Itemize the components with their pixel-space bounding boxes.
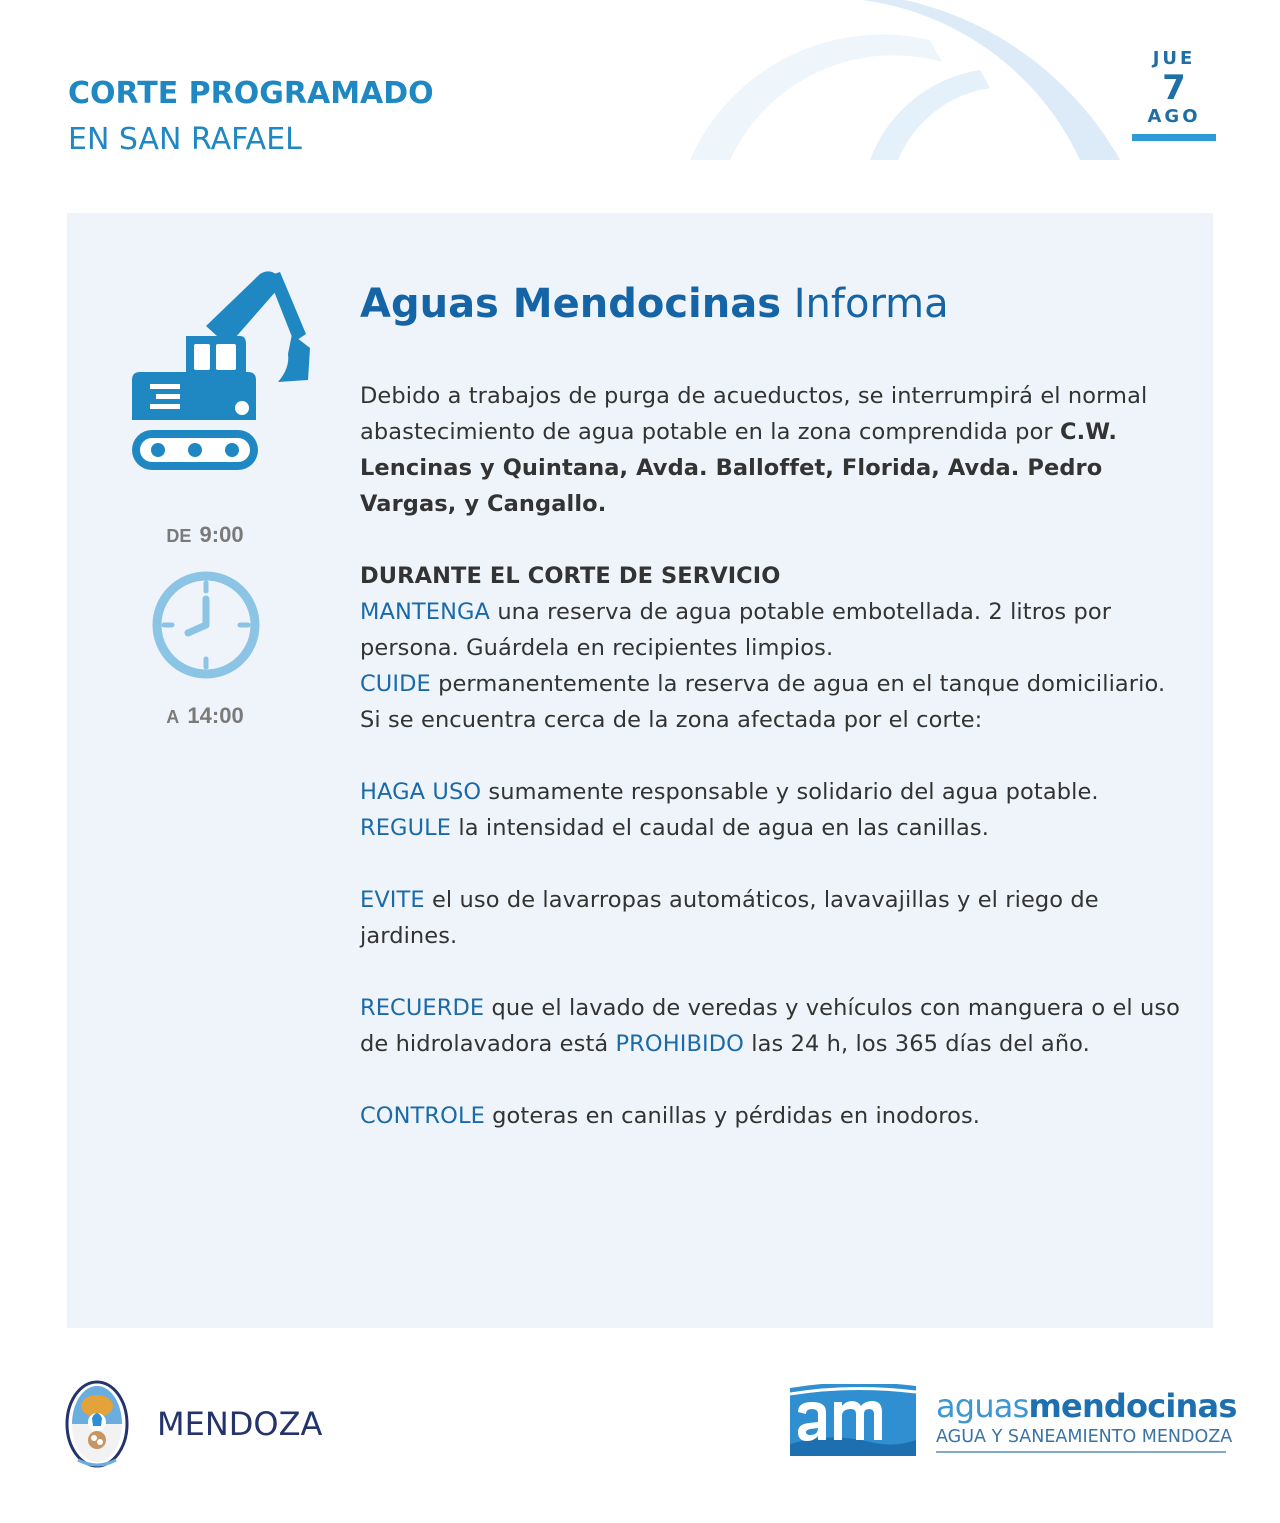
- end-time-prefix: A: [166, 707, 180, 727]
- start-time: [150, 522, 260, 548]
- advice-text: la intensidad el caudal de agua en las canillas.: [451, 815, 989, 841]
- date-badge: [1132, 48, 1216, 141]
- brand-block: [936, 1386, 1237, 1453]
- advice-text: que el lavado de veredas y vehículos con manguera o el uso de hidrolavadora está: [360, 995, 1181, 1057]
- title-line-2: EN SAN RAFAEL: [68, 122, 302, 157]
- date-underline: [1132, 134, 1216, 141]
- title-line-1: CORTE PROGRAMADO: [68, 76, 434, 111]
- advice-item: [360, 594, 1190, 666]
- notice-heading: [360, 280, 1190, 328]
- date-weekday: JUE: [1152, 48, 1196, 69]
- end-time: [150, 703, 260, 729]
- advice-item: [360, 882, 1190, 954]
- advice-text: el uso de lavarropas automáticos, lavavajillas y el riego de jardines.: [360, 887, 1099, 949]
- advice-item: [360, 1098, 1190, 1134]
- advice-keyword: MANTENGA: [360, 599, 491, 625]
- advice-text: goteras en canillas y pérdidas en inodoros.: [484, 1103, 981, 1129]
- notice-heading-bold: Aguas Mendocinas: [360, 281, 782, 327]
- brand-name: [936, 1386, 1237, 1426]
- affected-zone: C.W. Lencinas y Quintana, Avda. Balloffet, Florida, Avda. Pedro Vargas, y Cangallo.: [360, 419, 1118, 517]
- intro-text: Debido a trabajos de purga de acueductos, se interrumpirá el normal abastecimiento de agua potable en la zona comprendida por: [360, 383, 1148, 445]
- excavator-icon: [128, 268, 314, 472]
- advice-text: una reserva de agua potable embotellada. 2 litros por persona. Guárdela en recipientes limpios.: [360, 599, 1112, 661]
- notice-heading-rest: Informa: [793, 281, 949, 327]
- clock-icon: [150, 569, 262, 681]
- brand-tagline: AGUA Y SANEAMIENTO MENDOZA: [936, 1426, 1226, 1453]
- notice-content: [360, 280, 1190, 1134]
- advice-item: [360, 666, 1190, 702]
- prohibited-keyword: PROHIBIDO: [615, 1031, 744, 1057]
- brand-name-part1: aguas: [936, 1387, 1029, 1425]
- advice-text: las 24 h, los 365 días del año.: [744, 1031, 1090, 1057]
- advice-text: permanentemente la reserva de agua en el tanque domiciliario.: [430, 671, 1166, 697]
- advice-item: [360, 990, 1190, 1062]
- intro-paragraph: [360, 378, 1190, 522]
- advice-keyword: RECUERDE: [360, 995, 485, 1021]
- advice-keyword: CONTROLE: [360, 1103, 485, 1129]
- mendoza-shield-logo: [64, 1378, 130, 1470]
- aguas-mendocinas-logo: [790, 1384, 916, 1456]
- brand-name-part2: mendocinas: [1028, 1387, 1237, 1425]
- advice-item: [360, 774, 1190, 810]
- page-title: [68, 76, 434, 158]
- advice-keyword: HAGA USO: [360, 779, 482, 805]
- advice-item: [360, 810, 1190, 846]
- advice-text: sumamente responsable y solidario del agua potable.: [481, 779, 1099, 805]
- end-time-value: 14:00: [187, 703, 244, 728]
- advice-keyword: EVITE: [360, 887, 425, 913]
- advice-keyword: CUIDE: [360, 671, 431, 697]
- date-month: AGO: [1147, 106, 1201, 127]
- province-name: MENDOZA: [157, 1405, 323, 1443]
- start-time-value: 9:00: [199, 522, 244, 547]
- section-title: DURANTE EL CORTE DE SERVICIO: [360, 563, 781, 589]
- decorative-arcs: [680, 0, 1140, 160]
- start-time-prefix: DE: [166, 526, 192, 546]
- date-day: 7: [1162, 68, 1186, 108]
- near-zone-text: Si se encuentra cerca de la zona afectada por el corte:: [360, 707, 983, 733]
- advice-keyword: REGULE: [360, 815, 452, 841]
